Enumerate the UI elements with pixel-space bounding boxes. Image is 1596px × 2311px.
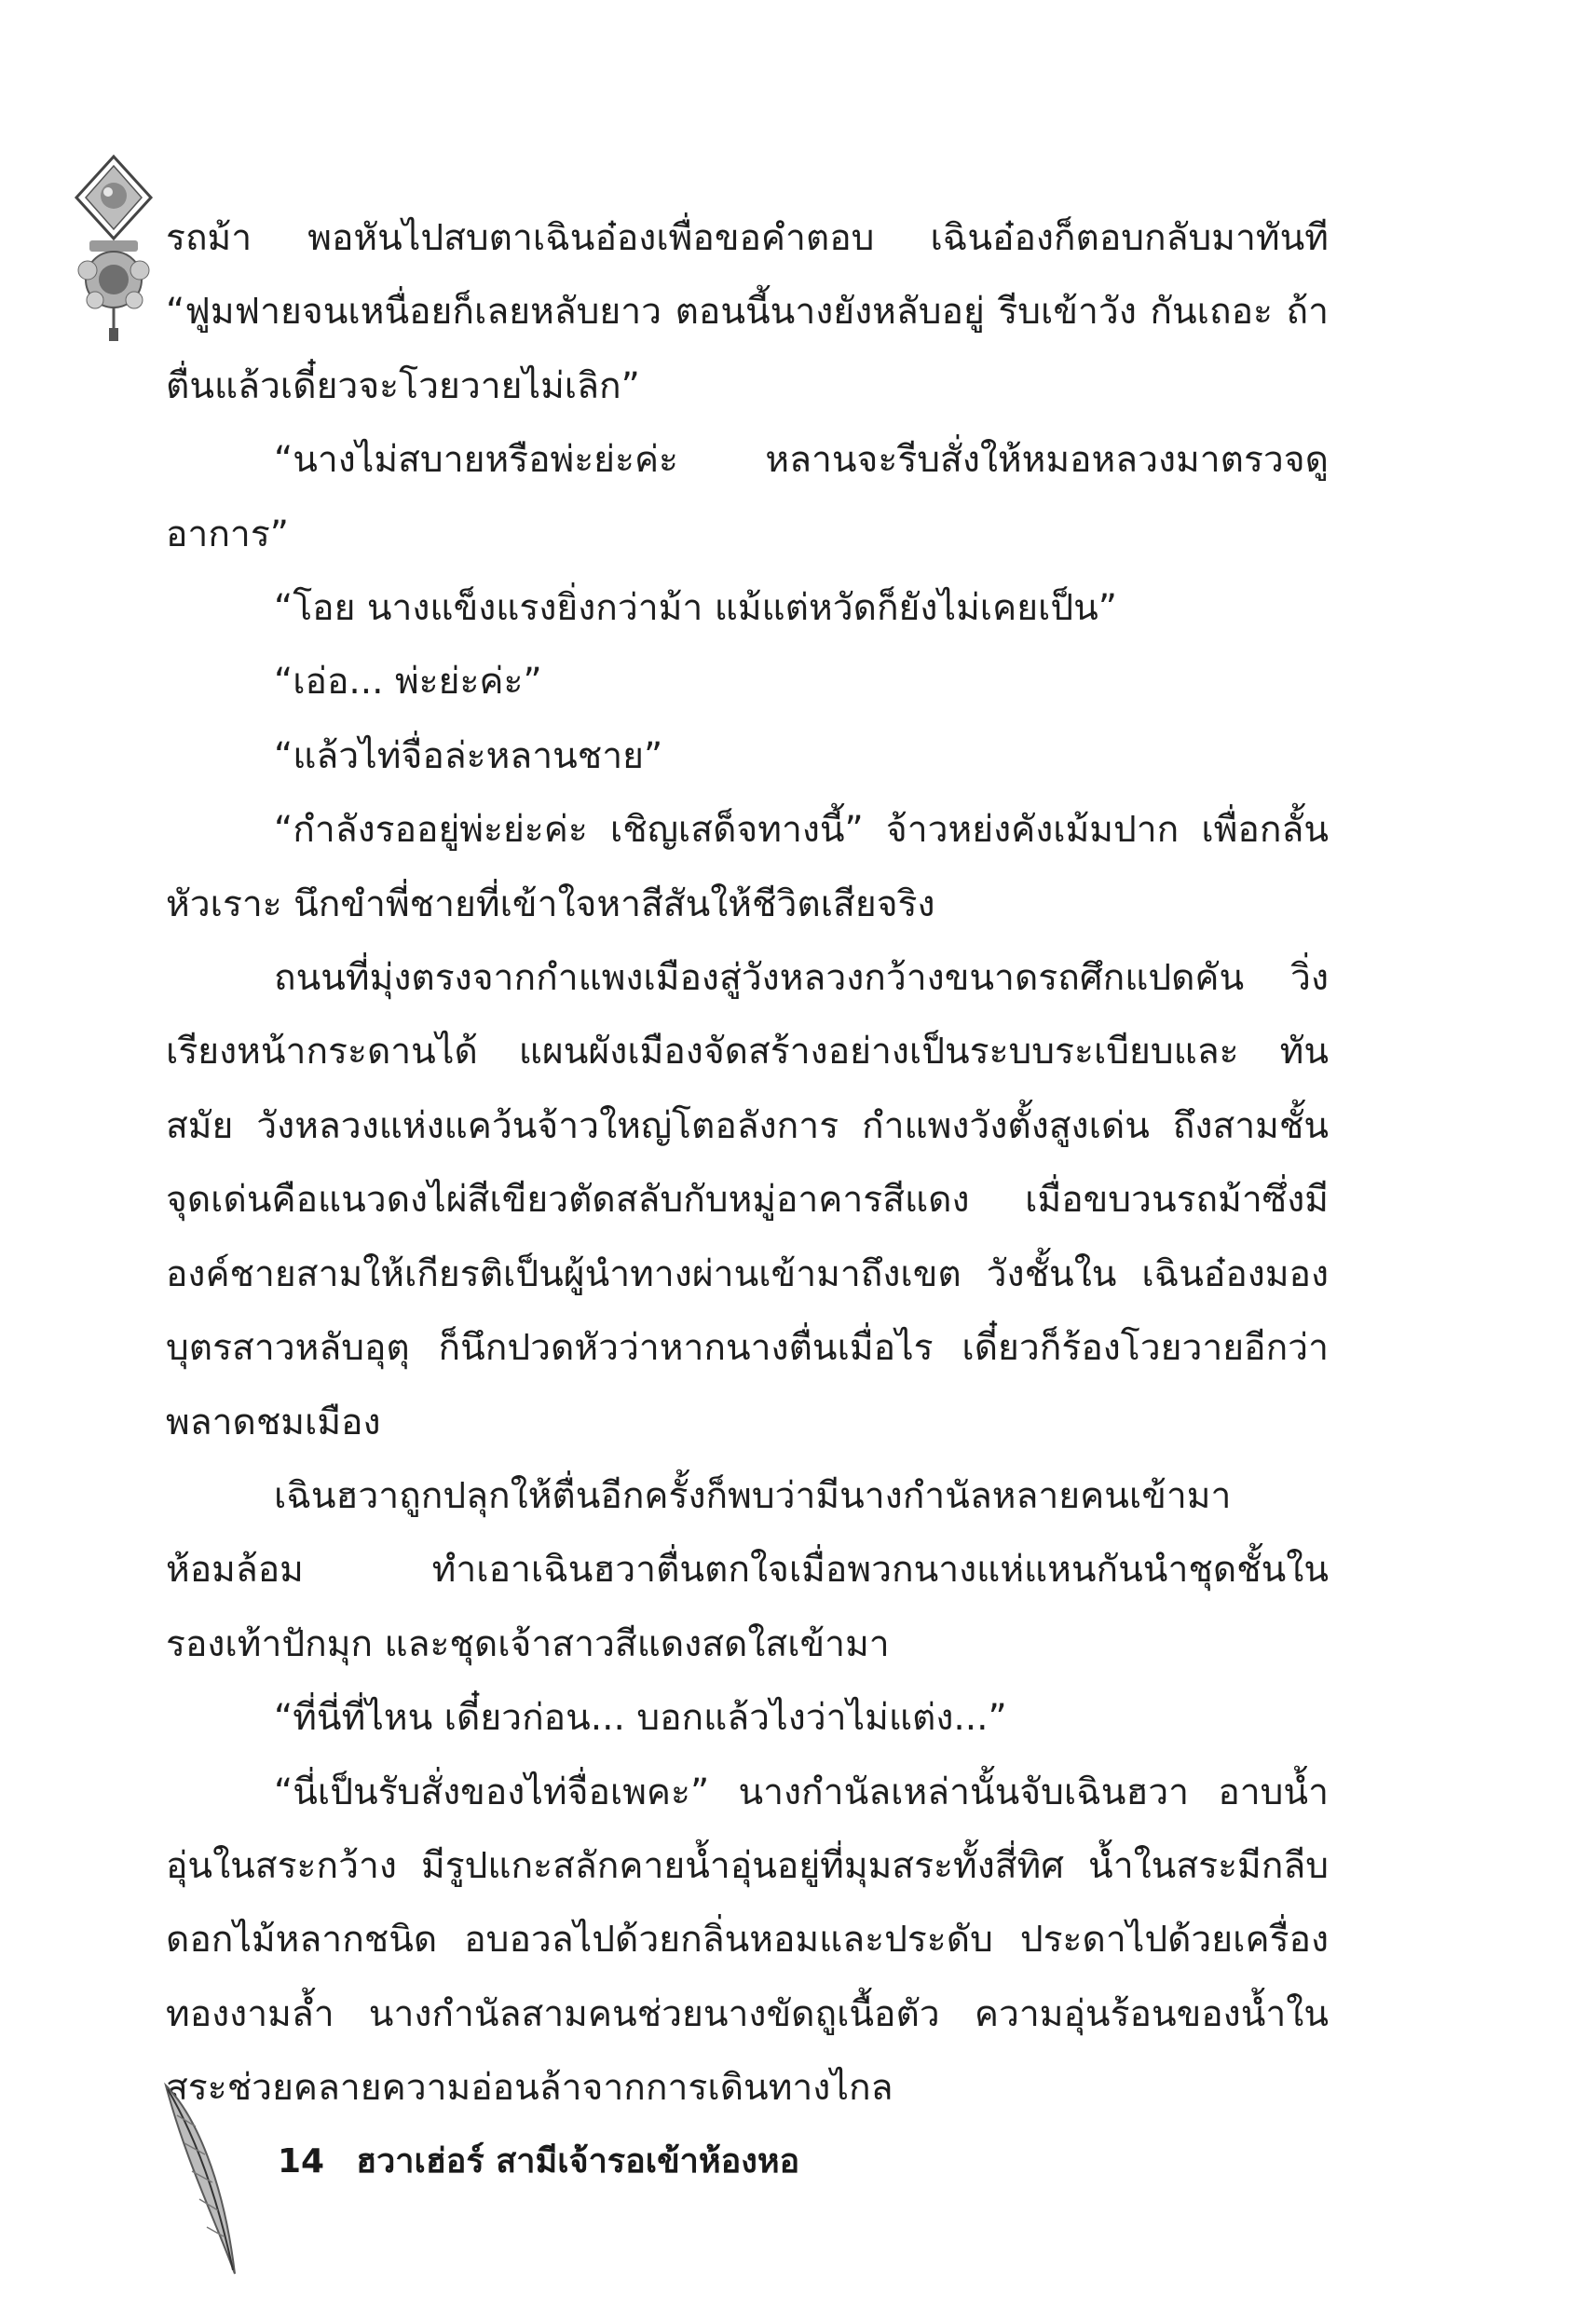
paragraph: “แล้วไท่จื่อล่ะหลานชาย” [274,734,663,777]
paragraph: ถนนที่มุ่งตรงจากกำแพงเมืองสู่วังหลวงกว้างขนาดรถศึกแปดคัน วิ่งเรียงหน้ากระดานได้ แผนผังเมืองจัดสร้างอย่างเป็นระบบระเบียบและ ทันสมัย วังหลวงแห่งแคว้นจ้าวใหญ่โตอลังการ กำแพงวังตั้งสูงเด่น ถึงสามชั้น จุดเด่นคือแนวดงไผ่สีเขียวตัดสลับกับหมู่อาคารสีแดง เมื่อขบวนรถม้าซึ่งมีองค์ชายสามให้เกียรติเป็นผู้นำทางผ่านเข้ามาถึงเขต วังชั้นใน เฉินอ๋องมองบุตรสาวหลับอุตุ ก็นึกปวดหัวว่าหากนางตื่นเมื่อไร เดี๋ยวก็ร้องโวยวายอีกว่าพลาดชมเมือง [166,957,1329,1443]
ornament-emblem-icon [58,149,170,345]
paragraph: “เอ่อ... พ่ะย่ะค่ะ” [274,661,542,704]
feather-icon [158,2078,252,2283]
page-number: 14 [278,2142,325,2181]
paragraph: “นี่เป็นรับสั่งของไท่จื่อเพคะ” นางกำนัลเหล่านั้นจับเฉินฮวา อาบน้ำอุ่นในสระกว้าง มีรูปแกะสลักคายน้ำอุ่นอยู่ที่มุมสระทั้งสี่ทิศ น้ำในสระมีกลีบดอกไม้หลากชนิด อบอวลไปด้วยกลิ่นหอมและประดับ ประดาไปด้วยเครื่องทองงามล้ำ นางกำนัลสามคนช่วยนางขัดถูเนื้อตัว ความอุ่นร้อนของน้ำในสระช่วยคลายความอ่อนล้าจากการเดินทางไกล [166,1771,1329,2110]
book-title: ฮวาเฮ่อร์ สามีเจ้ารอเข้าห้องหอ [356,2142,800,2181]
page-footer [158,2078,997,2283]
paragraph: “โอย นางแข็งแรงยิ่งกว่าม้า แม้แต่หวัดก็ยังไม่เคยเป็น” [274,587,1117,630]
paragraph: เฉินฮวาถูกปลุกให้ตื่นอีกครั้งก็พบว่ามีนางกำนัลหลายคนเข้ามา ห้อมล้อม ทำเอาเฉินฮวาตื่นตกใจเมื่อพวกนางแห่แหนกันนำชุดชั้นใน รองเท้าปักมุก และชุดเจ้าสาวสีแดงสดใสเข้ามา [166,1474,1329,1665]
paragraph: รถม้า พอหันไปสบตาเฉินอ๋องเพื่อขอคำตอบ เฉินอ๋องก็ตอบกลับมาทันที “ฟูมฟายจนเหนื่อยก็เลยหลับยาว ตอนนี้นางยังหลับอยู่ รีบเข้าวัง กันเถอะ ถ้าตื่นแล้วเดี๋ยวจะโวยวายไม่เลิก” [166,217,1329,407]
footer-text [278,2134,799,2187]
paragraph: “นางไม่สบายหรือพ่ะย่ะค่ะ หลานจะรีบสั่งให้หมอหลวงมาตรวจดู อาการ” [166,439,1329,555]
body-text [166,201,1329,2126]
paragraph: “ที่นี่ที่ไหน เดี๋ยวก่อน... บอกแล้วไงว่าไม่แต่ง...” [274,1697,1007,1740]
paragraph: “กำลังรออยู่พ่ะย่ะค่ะ เชิญเสด็จทางนี้” จ้าวหย่งคังเม้มปาก เพื่อกลั้นหัวเราะ นึกขำพี่ชายที่เข้าใจหาสีสันให้ชีวิตเสียจริง [166,809,1329,925]
